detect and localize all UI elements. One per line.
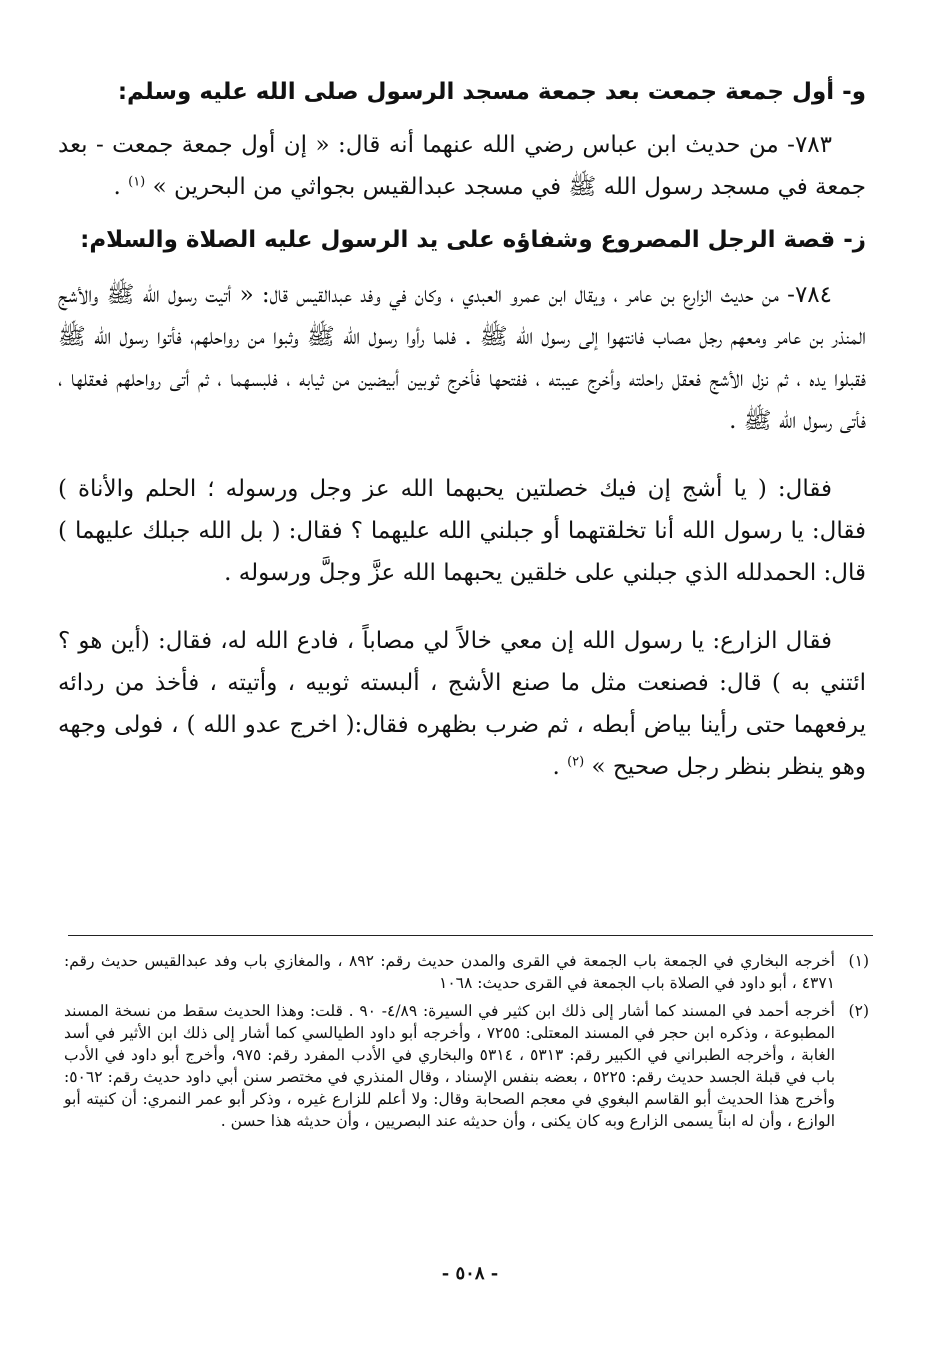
hadith-783-text: ٧٨٣- من حديث ابن عباس رضي الله عنهما أنه قال: « إن أول جمعة جمعت - بعد جمعة في مسجد رسول الله ﷺ في مسجد عبدالقيس بجواثي من البحرين » [58,132,866,200]
hadith-784-para-3: فقال الزارع: يا رسول الله إن معي خالاً لي مصاباً ، فادع الله له، فقال: (أين هو ؟ ائتني به ) قال: فصنعت مثل ما صنع الأشج ، ألبسته ثوبيه ، وأتيته ، فأخذ من ردائه يرفعهما حتى رأينا بياض أبطه ، ثم ضرب بظهره فقال:( اخرج عدو الله ) ، فولى وجهه وهو ينظر بنظر رجل صحيح » $^{(٢)}$ . [58,628,866,780]
footnote-1 [64,950,869,994]
footnote-number: (٢) [848,1002,869,1020]
page-number: - ٥٠٨ - [441,1263,499,1284]
footnote-ref-1[interactable]: (١) [128,174,146,190]
footnote-divider [68,935,873,936]
footnote-2 [64,1000,869,1132]
hadith-784-para-2: فقال: ( يا أشج إن فيك خصلتين يحبهما الله عز وجل ورسوله ؛ الحلم والأناة ) فقال: يا رسول الله أنا تخلقتهما أو جبلني الله عليهما ؟ فقال: ( بل الله جبلك عليهما ) قال: الحمدلله الذي جبلني على خلقين يحبهما الله عزَّ وجلَّ ورسوله . [58,476,866,586]
hadith-784-para-3-text: فقال الزارع: يا رسول الله إن معي خالاً لي مصاباً ، فادع الله له، فقال: (أين هو ؟ ائتني به ) قال: فصنعت مثل ما صنع الأشج ، ألبسته ثوبيه ، وأتيته ، فأخذ من ردائه يرفعهما حتى رأينا بياض أبطه ، ثم ضرب بظهره فقال:( اخرج عدو الله ) ، فولى وجهه وهو ينظر بنظر رجل صحيح » [58,628,866,780]
footnote-text: أخرجه البخاري في الجمعة باب الجمعة في القرى والمدن حديث رقم: ٨٩٢ ، والمغازي باب وفد عبدالقيس حديث رقم: ٤٣٧١ ، أبو داود في الصلاة باب الجمعة في القرى حديث: ١٠٦٨ [64,952,835,992]
main-text [58,72,866,814]
hadith-783: ٧٨٣- من حديث ابن عباس رضي الله عنهما أنه قال: « إن أول جمعة جمعت - بعد جمعة في مسجد رسول الله ﷺ في مسجد عبدالقيس بجواثي من البحرين » $^{(١)}$ . [58,132,866,200]
footnote-ref-2[interactable]: (٢) [567,754,585,770]
hadith-784: ٧٨٤- من حديث الزارع بن عامر ، ويقال ابن عمرو العبدي ، وكان في وفد عبدالقيس قال: « أتيت رسول الله ﷺ والأشج المنذر بن عامر ومعهم رجل مصاب فانتهوا إلى رسول الله ﷺ . فلما رأوا رسول الله ﷺ وثبوا من رواحلهم، فأتوا رسول الله ﷺ فقبلوا يده ، ثم نزل الأشج فعقل راحلته وأخرج عيبته ، ففتحها فأخرج ثوبين أبيضين من ثيابه ، فلبسهما ، ثم أتى رواحلهم فعقلها ، فأتى رسول الله ﷺ . [58,282,866,434]
section-heading-z: ز- قصة الرجل المصروع وشفاؤه على يد الرسول عليه الصلاة والسلام: [80,227,866,253]
section-heading-w: و- أول جمعة جمعت بعد جمعة مسجد الرسول صلى الله عليه وسلم: [117,79,866,105]
footnote-number: (١) [848,952,869,970]
footnote-text: أخرجه أحمد في المسند كما أشار إلى ذلك ابن كثير في السيرة: ٤/٨٩- ٩٠ . قلت: وهذا الحديث سقط من نسخة المسند المطبوعة ، وذكره ابن حجر في المسند المعتلى: ٧٢٥٥ ، وأخرجه أبو داود الطيالسي كما أشار إلى ذلك ابن الأثير في أسد الغابة ، وأخرجه الطبراني في الكبير رقم: ٥٣١٣ ، ٥٣١٤ والبخاري في الأدب المفرد رقم: ٩٧٥، وأخرج أبو داود في الأدب باب في قبلة الجسد حديث رقم: ٥٢٢٥ ، بعضه بنفس الإسناد ، وقال المنذري في مختصر سنن أبي داود حديث رقم: ٥٠٦٢: وأخرج هذا الحديث أبو القاسم البغوي في معجم الصحابة وقال: ولا أعلم للزارع غيره ، وذكر أبو عمر النمري: أن كنيته أبو الوازع ، وأن له ابناً يسمى الزارع وبه كان يكنى ، وأن حديثه عند البصريين ، وأن حديثه هذا حسن . [64,1002,836,1130]
footnotes [64,950,869,1138]
